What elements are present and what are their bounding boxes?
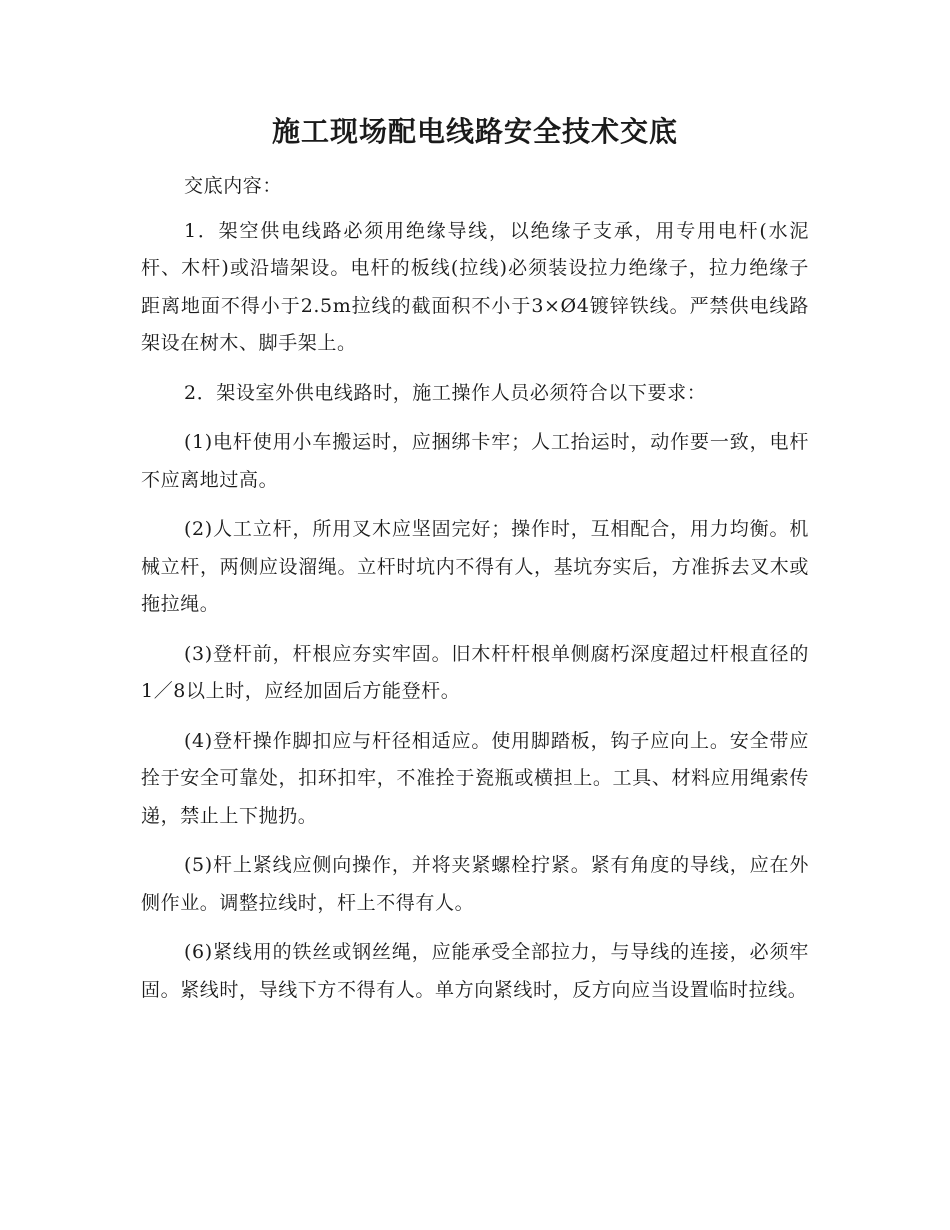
paragraph-subitem-3: (3)登杆前，杆根应夯实牢固。旧木杆杆根单侧腐朽深度超过杆根直径的1／8以上时，应经加固后方能登杆。 <box>141 642 809 702</box>
paragraph-subitem-6: (6)紧线用的铁丝或钢丝绳，应能承受全部拉力，与导线的连接，必须牢固。紧线时，导线下方不得有人。单方向紧线时，反方向应当设置临时拉线。 <box>141 941 809 1001</box>
paragraph-subitem-5: (5)杆上紧线应侧向操作，并将夹紧螺栓拧紧。紧有角度的导线，应在外侧作业。调整拉线时，杆上不得有人。 <box>141 854 809 914</box>
paragraph-subitem-1: (1)电杆使用小车搬运时，应捆绑卡牢；人工抬运时，动作要一致，电杆不应离地过高。 <box>141 431 809 491</box>
paragraph-subitem-2: (2)人工立杆，所用叉木应坚固完好；操作时，互相配合，用力均衡。机械立杆，两侧应设溜绳。立杆时坑内不得有人，基坑夯实后，方准拆去叉木或拖拉绳。 <box>141 518 809 615</box>
paragraph-subitem-4: (4)登杆操作脚扣应与杆径相适应。使用脚踏板，钩子应向上。安全带应拴于安全可靠处，扣环扣牢，不准拴于瓷瓶或横担上。工具、材料应用绳索传递，禁止上下抛扔。 <box>141 729 809 827</box>
document-body <box>141 168 809 1021</box>
paragraph-item-1: 1．架空供电线路必须用绝缘导线，以绝缘子支承，用专用电杆(水泥杆、木杆)或沿墙架设。电杆的板线(拉线)必须装设拉力绝缘子，拉力绝缘子距离地面不得小于2.5m拉线的截面积不小于3×Ø4镀锌铁线。严禁供电线路架设在树木、脚手架上。 <box>141 219 809 354</box>
intro-label: 交底内容： <box>184 175 283 197</box>
document-title: 施工现场配电线路安全技术交底 <box>271 115 678 148</box>
paragraph-item-2: 2．架设室外供电线路时，施工操作人员必须符合以下要求： <box>184 381 707 404</box>
